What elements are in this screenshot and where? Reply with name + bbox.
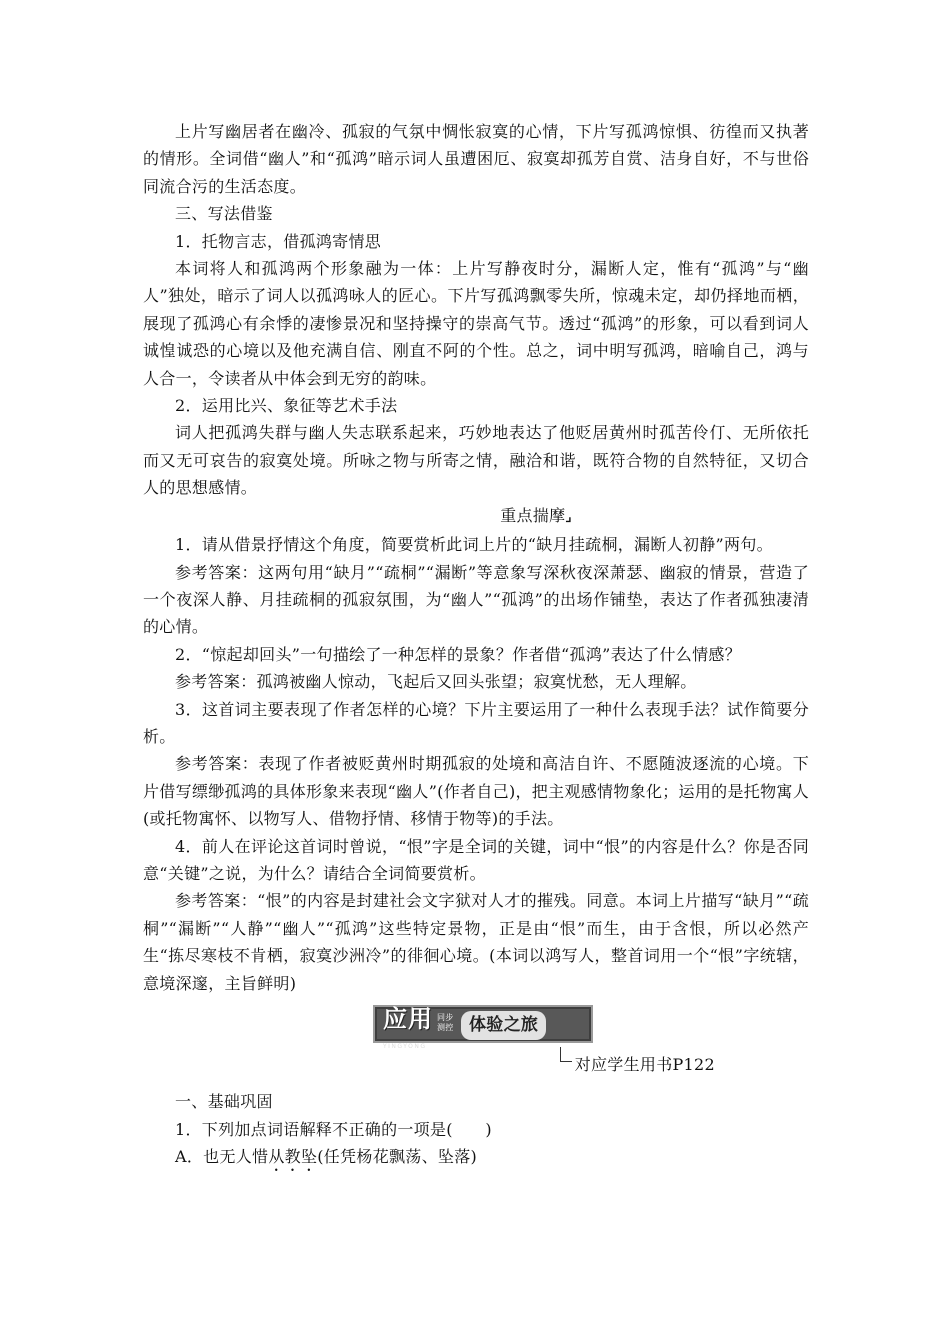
summary-paragraph: 上片写幽居者在幽冷、孤寂的气氛中惆怅寂寞的心情，下片写孤鸿惊惧、彷徨而又执著的情形。全词借“幽人”和“孤鸿”暗示词人虽遭困厄、寂寞却孤芳自赏、洁身自好，不与世俗同流合污的生活态度。 (143, 122, 809, 196)
option-a-gloss: (任凭杨花飘荡、坠落) (317, 1147, 478, 1167)
question-2: 2．“惊起却回头”一句描绘了一种怎样的景象？作者借“孤鸿”表达了什么情感？ (175, 644, 741, 664)
answer-1: 参考答案：这两句用“缺月”“疏桐”“漏断”等意象写深秋夜深萧瑟、幽寂的情景，营造了一个夜深人静、月挂疏桐的孤寂氛围，为“幽人”“孤鸿”的出场作铺垫，表达了作者孤独凄清的心情。 (143, 562, 809, 637)
reference-text: 对应学生用书P122 (574, 1055, 715, 1074)
answer-2: 参考答案：孤鸿被幽人惊动，飞起后又回头张望；寂寞忧愁，无人理解。 (175, 672, 697, 692)
application-banner (373, 1005, 593, 1050)
exercise-heading: 一、基础巩固 (175, 1092, 273, 1112)
subheading-2: 2．运用比兴、象征等艺术手法 (175, 396, 398, 416)
content-column (143, 118, 809, 1175)
question-1: 1．请从借景抒情这个角度，简要赏析此词上片的“缺月挂疏桐，漏断人初静”两句。 (175, 535, 773, 555)
option-a (143, 1143, 809, 1175)
corner-mark-icon: ⌟ (565, 509, 572, 525)
focus-section-title (263, 502, 809, 531)
question-4: 4．前人在评论这首词时曾说，“恨”字是全词的关键，词中“恨”的内容是什么？你是否同意“关键”之说，为什么？请结合全词简要赏析。 (143, 836, 809, 883)
banner-pinyin: YINGYONG (383, 1043, 427, 1050)
exercise-question-1: 1．下列加点词语解释不正确的一项是( ) (175, 1119, 492, 1139)
technique-paragraph-1: 本词将人和孤鸿两个形象融为一体：上片写静夜时分，漏断人定，惟有“孤鸿”与“幽人”独处，暗示了词人以孤鸿咏人的匠心。下片写孤鸿飘零失所，惊魂未定，却仍择地而栖，展现了孤鸿心有余悸的凄惨景况和坚持操守的崇高气节。透过“孤鸿”的形象，可以看到词人诚惶诚恐的心境以及他充满自信、刚直不阿的个性。总之，词中明写孤鸿，暗喻自己，鸿与人合一，令读者从中体会到无穷的韵味。 (143, 259, 809, 388)
technique-paragraph-2: 词人把孤鸿失群与幽人失志联系起来，巧妙地表达了他贬居黄州时孤苦伶仃、无所依托而又无可哀告的寂寞处境。所咏之物与所寄之情，融洽和谐，既符合物的自然特征，又切合人的思想感情。 (143, 423, 809, 498)
option-a-dotted-words: 从教坠 (268, 1147, 318, 1167)
subheading-1: 1．托物言志，借孤鸿寄情思 (175, 231, 382, 251)
banner-right-text: 体验之旅 (461, 1011, 546, 1040)
application-banner-wrap (157, 1005, 809, 1050)
answer-4: 参考答案：“恨”的内容是封建社会文字狱对人才的摧残。同意。本词上片描写“缺月”“疏桐”“漏断”“人静”“幽人”“孤鸿”这些特定景物，正是由“恨”而生，由于含恨，所以必然产生“拣尽寒枝不肯栖，寂寞沙洲冷”的徘徊心境。(本词以鸿写人，整首词用一个“恨”字统辖，意境深邃，主旨鲜明) (143, 891, 809, 993)
question-3: 3．这首词主要表现了作者怎样的心境？下片主要运用了一种什么表现手法？试作简要分析。 (143, 699, 809, 746)
banner-small-text: 同步测控 (437, 1013, 454, 1032)
answer-3: 参考答案：表现了作者被贬黄州时期孤寂的处境和高洁自许、不愿随波逐流的心境。下片借写缥缈孤鸿的具体形象来表现“幽人”(作者自己)，把主观感情物象化；运用的是托物寓人(或托物寓怀、以物写人、借物抒情、移情于物等)的手法。 (143, 754, 809, 829)
banner-main-text: 应用 (383, 1005, 433, 1033)
section-heading-writing-techniques: 三、写法借鉴 (175, 204, 273, 224)
corner-arrow-icon (560, 1047, 572, 1062)
option-a-prefix: A．也无人惜 (175, 1147, 269, 1167)
focus-title-text: 重点揣摩 (500, 505, 566, 525)
reference-line (143, 1051, 715, 1078)
